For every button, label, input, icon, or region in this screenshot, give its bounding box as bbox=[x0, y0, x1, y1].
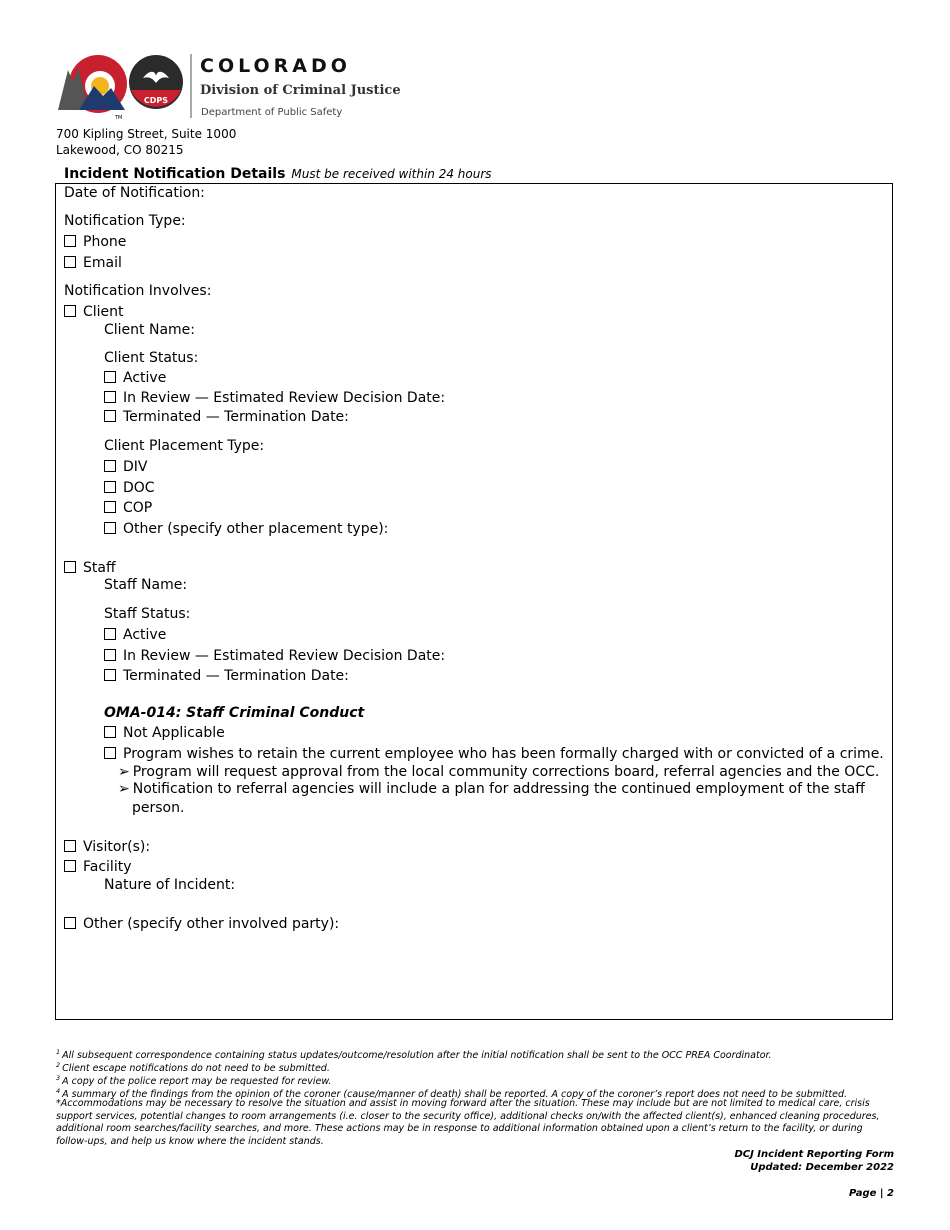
client-label: Client bbox=[83, 304, 124, 320]
colorado-wordmark: COLORADO bbox=[200, 55, 351, 77]
client-active-checkbox[interactable] bbox=[104, 371, 116, 383]
staff-terminated-label: Terminated — Termination Date: bbox=[123, 668, 349, 684]
footnote-3-text: A copy of the police report may be requested for review. bbox=[62, 1076, 332, 1087]
email-option[interactable] bbox=[64, 254, 122, 272]
client-placement-type-label: Client Placement Type: bbox=[104, 438, 265, 454]
visitors-option[interactable] bbox=[64, 838, 150, 856]
phone-option[interactable] bbox=[64, 233, 126, 251]
other-party-checkbox[interactable] bbox=[64, 917, 76, 929]
not-applicable-option[interactable] bbox=[104, 724, 225, 742]
incident-form-box bbox=[55, 183, 893, 1020]
client-name-label: Client Name: bbox=[104, 322, 195, 338]
staff-in-review-label: In Review — Estimated Review Decision Date: bbox=[123, 648, 446, 664]
notification-type-label: Notification Type: bbox=[64, 213, 186, 229]
footnote-2-number: 2 bbox=[56, 1061, 61, 1069]
facility-option[interactable] bbox=[64, 858, 132, 876]
visitors-label: Visitor(s): bbox=[83, 839, 151, 855]
placement-cop-checkbox[interactable] bbox=[104, 501, 116, 513]
placement-div-label: DIV bbox=[123, 459, 148, 475]
section-title-text: Incident Notification Details bbox=[64, 166, 286, 182]
staff-in-review-checkbox[interactable] bbox=[104, 649, 116, 661]
page-number: Page | 2 bbox=[849, 1188, 894, 1199]
nature-of-incident-label: Nature of Incident: bbox=[104, 877, 236, 893]
client-in-review-label: In Review — Estimated Review Decision Date: bbox=[123, 390, 446, 406]
client-active-option[interactable] bbox=[104, 369, 166, 387]
staff-name-label: Staff Name: bbox=[104, 577, 188, 593]
staff-terminated-checkbox[interactable] bbox=[104, 669, 116, 681]
address-line-2: Lakewood, CO 80215 bbox=[56, 143, 184, 157]
phone-label: Phone bbox=[83, 234, 127, 250]
client-terminated-option[interactable] bbox=[104, 408, 349, 426]
bullet-request-approval-text: Program will request approval from the local community corrections board, referral agencies and the OCC. bbox=[132, 764, 880, 780]
department-name: Department of Public Safety bbox=[201, 107, 343, 118]
footnote-accommodations: *Accommodations may be necessary to resolve the situation and assist in moving forward after the situation. These may include but are not limited to medical care, crisis support services, potential changes to room arrangements (i.e. closer to the security office), additional checks on/with the affected client(s), enhanced cleaning procedures, additional room searches/facility searches, and more. These actions may be in response to additional information obtained upon a client’s return to the facility, or during follow-ups, and help us know where the incident stands. bbox=[56, 1098, 880, 1147]
placement-cop-label: COP bbox=[123, 500, 153, 516]
section-note: Must be received within 24 hours bbox=[291, 167, 492, 181]
footnote-2-text: Client escape notifications do not need to be submitted. bbox=[62, 1063, 330, 1074]
colorado-cdps-logo bbox=[55, 52, 415, 122]
footnote-4-text: A summary of the findings from the opinion of the coroner (cause/manner of death) shall be reported. A copy of the coroner’s report does not need to be submitted. bbox=[62, 1089, 847, 1100]
facility-label: Facility bbox=[83, 859, 132, 875]
visitors-checkbox[interactable] bbox=[64, 840, 76, 852]
staff-in-review-option[interactable] bbox=[104, 647, 445, 665]
staff-active-label: Active bbox=[123, 627, 167, 643]
placement-other-label: Other (specify other placement type): bbox=[123, 521, 389, 537]
footnote-1-number: 1 bbox=[56, 1048, 61, 1056]
bullet-notification-plan-cont: person. bbox=[132, 800, 185, 816]
placement-doc-option[interactable] bbox=[104, 479, 155, 497]
division-name: Division of Criminal Justice bbox=[200, 83, 401, 98]
footnote-3-number: 3 bbox=[56, 1074, 61, 1082]
facility-checkbox[interactable] bbox=[64, 860, 76, 872]
not-applicable-label: Not Applicable bbox=[123, 725, 225, 741]
bullet-notification-plan-text: Notification to referral agencies will include a plan for addressing the continued employment of the staff bbox=[132, 781, 865, 797]
staff-option[interactable] bbox=[64, 559, 116, 577]
trademark-text: TM bbox=[115, 115, 123, 121]
client-option[interactable] bbox=[64, 303, 124, 321]
retain-employee-label: Program wishes to retain the current employee who has been formally charged with or convicted of a crime. bbox=[123, 746, 884, 762]
email-checkbox[interactable] bbox=[64, 256, 76, 268]
footnote-1-text: All subsequent correspondence containing status updates/outcome/resolution after the initial notification shall be sent to the OCC PREA Coordinator. bbox=[62, 1050, 772, 1061]
client-active-label: Active bbox=[123, 370, 167, 386]
not-applicable-checkbox[interactable] bbox=[104, 726, 116, 738]
date-of-notification-label: Date of Notification: bbox=[64, 185, 205, 201]
bullet-notification-plan bbox=[118, 780, 865, 798]
footnote-4-number: 4 bbox=[56, 1087, 61, 1095]
staff-checkbox[interactable] bbox=[64, 561, 76, 573]
placement-other-checkbox[interactable] bbox=[104, 522, 116, 534]
arrow-bullet-icon: ➢ bbox=[118, 781, 130, 797]
staff-label: Staff bbox=[83, 560, 116, 576]
client-status-label: Client Status: bbox=[104, 350, 199, 366]
bullet-request-approval bbox=[118, 763, 879, 781]
form-name: DCJ Incident Reporting Form bbox=[734, 1149, 894, 1160]
staff-status-label: Staff Status: bbox=[104, 606, 191, 622]
staff-active-checkbox[interactable] bbox=[104, 628, 116, 640]
cdps-badge-text: CDPS bbox=[143, 96, 169, 105]
oma-014-heading: OMA-014: Staff Criminal Conduct bbox=[104, 705, 365, 721]
updated-date: Updated: December 2022 bbox=[750, 1162, 894, 1173]
staff-active-option[interactable] bbox=[104, 626, 166, 644]
staff-terminated-option[interactable] bbox=[104, 667, 349, 685]
client-terminated-label: Terminated — Termination Date: bbox=[123, 409, 349, 425]
client-terminated-checkbox[interactable] bbox=[104, 410, 116, 422]
other-party-option[interactable] bbox=[64, 915, 339, 933]
phone-checkbox[interactable] bbox=[64, 235, 76, 247]
address-line-1: 700 Kipling Street, Suite 1000 bbox=[56, 127, 237, 141]
client-in-review-option[interactable] bbox=[104, 389, 445, 407]
section-title bbox=[64, 166, 492, 182]
placement-other-option[interactable] bbox=[104, 520, 388, 538]
placement-div-option[interactable] bbox=[104, 458, 148, 476]
retain-employee-checkbox[interactable] bbox=[104, 747, 116, 759]
placement-cop-option[interactable] bbox=[104, 499, 152, 517]
placement-doc-checkbox[interactable] bbox=[104, 481, 116, 493]
arrow-bullet-icon: ➢ bbox=[118, 764, 130, 780]
placement-doc-label: DOC bbox=[123, 480, 155, 496]
client-in-review-checkbox[interactable] bbox=[104, 391, 116, 403]
client-checkbox[interactable] bbox=[64, 305, 76, 317]
other-party-label: Other (specify other involved party): bbox=[83, 916, 340, 932]
email-label: Email bbox=[83, 255, 122, 271]
placement-div-checkbox[interactable] bbox=[104, 460, 116, 472]
retain-employee-option[interactable] bbox=[104, 745, 884, 763]
notification-involves-label: Notification Involves: bbox=[64, 283, 212, 299]
